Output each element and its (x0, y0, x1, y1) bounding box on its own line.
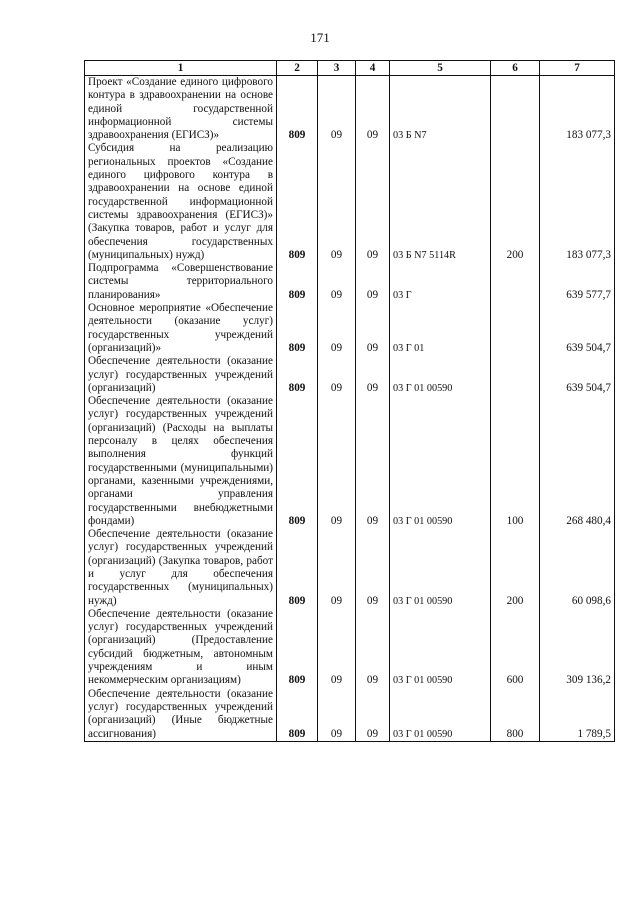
cell-expense-type (491, 302, 540, 355)
cell-ministry-code: 809 (277, 355, 318, 395)
page-number: 171 (310, 30, 330, 45)
cell-amount: 639 577,7 (540, 262, 615, 302)
cell-section: 09 (318, 262, 356, 302)
cell-ministry-code: 809 (277, 76, 318, 143)
cell-subsection: 09 (356, 302, 390, 355)
cell-subsection: 09 (356, 688, 390, 742)
table-row (85, 76, 615, 143)
cell-target-code: 03 Г 01 00590 (390, 395, 491, 528)
cell-subsection: 09 (356, 528, 390, 608)
cell-section: 09 (318, 528, 356, 608)
column-header: 4 (356, 61, 390, 76)
cell-section: 09 (318, 608, 356, 688)
row-name: Подпрограмма «Совершенствование системы территориального планирования» (85, 262, 277, 302)
cell-amount: 268 480,4 (540, 395, 615, 528)
budget-table (84, 60, 615, 742)
cell-amount: 1 789,5 (540, 688, 615, 742)
cell-subsection: 09 (356, 355, 390, 395)
cell-section: 09 (318, 395, 356, 528)
cell-ministry-code: 809 (277, 688, 318, 742)
cell-expense-type (491, 262, 540, 302)
cell-subsection: 09 (356, 76, 390, 143)
row-name: Обеспечение деятельности (оказание услуг) государственных учреждений (организаций) (85, 355, 277, 395)
cell-amount: 183 077,3 (540, 142, 615, 262)
table-row (85, 302, 615, 355)
row-name: Обеспечение деятельности (оказание услуг) государственных учреждений (организаций) (Закупка товаров, работ и услуг для обеспечения государственных (муниципальных) нужд) (85, 528, 277, 608)
cell-section: 09 (318, 76, 356, 143)
row-name: Основное мероприятие «Обеспечение деятельности (оказание услуг) государственных учреждений (организаций)» (85, 302, 277, 355)
cell-expense-type: 200 (491, 142, 540, 262)
cell-subsection: 09 (356, 142, 390, 262)
cell-target-code: 03 Г 01 (390, 302, 491, 355)
row-name: Обеспечение деятельности (оказание услуг) государственных учреждений (организаций) (Иные бюджетные ассигнования) (85, 688, 277, 742)
cell-target-code: 03 Г 01 00590 (390, 355, 491, 395)
cell-amount: 639 504,7 (540, 355, 615, 395)
table-row (85, 395, 615, 528)
cell-ministry-code: 809 (277, 608, 318, 688)
row-name: Обеспечение деятельности (оказание услуг) государственных учреждений (организаций) (Расходы на выплаты персоналу в целях обеспечения выполнения функций государственными (муниципальными) органами, казенными учреждениями, органами управления государственными внебюджетными фондами) (85, 395, 277, 528)
cell-amount: 60 098,6 (540, 528, 615, 608)
cell-target-code: 03 Г 01 00590 (390, 528, 491, 608)
cell-section: 09 (318, 355, 356, 395)
column-header: 7 (540, 61, 615, 76)
cell-section: 09 (318, 142, 356, 262)
cell-ministry-code: 809 (277, 302, 318, 355)
column-header: 2 (277, 61, 318, 76)
table-row (85, 528, 615, 608)
cell-ministry-code: 809 (277, 395, 318, 528)
cell-target-code: 03 Б N7 5114R (390, 142, 491, 262)
cell-section: 09 (318, 302, 356, 355)
table-row (85, 688, 615, 742)
cell-amount: 309 136,2 (540, 608, 615, 688)
column-header: 6 (491, 61, 540, 76)
cell-subsection: 09 (356, 262, 390, 302)
cell-expense-type: 200 (491, 528, 540, 608)
table-header-row (85, 61, 615, 76)
cell-ministry-code: 809 (277, 142, 318, 262)
cell-expense-type (491, 355, 540, 395)
table-row (85, 142, 615, 262)
column-header: 5 (390, 61, 491, 76)
table-row (85, 262, 615, 302)
table-row (85, 355, 615, 395)
cell-section: 09 (318, 688, 356, 742)
cell-target-code: 03 Г 01 00590 (390, 608, 491, 688)
cell-expense-type: 100 (491, 395, 540, 528)
cell-expense-type: 800 (491, 688, 540, 742)
row-name: Обеспечение деятельности (оказание услуг) государственных учреждений (организаций) (Предоставление субсидий бюджетным, автономным учреждениям и иным некоммерческим организациям) (85, 608, 277, 688)
table-row (85, 608, 615, 688)
cell-target-code: 03 Г 01 00590 (390, 688, 491, 742)
cell-ministry-code: 809 (277, 528, 318, 608)
row-name: Проект «Создание единого цифрового контура в здравоохранении на основе единой государственной информационной системы здравоохранения (ЕГИСЗ)» (85, 76, 277, 143)
cell-expense-type: 600 (491, 608, 540, 688)
row-name: Субсидия на реализацию региональных проектов «Создание единого цифрового контура в здравоохранении на основе единой государственной информационной системы здравоохранения (ЕГИСЗ)» (Закупка товаров, работ и услуг для обеспечения государственных (муниципальных) нужд) (85, 142, 277, 262)
cell-amount: 183 077,3 (540, 76, 615, 143)
column-header: 1 (85, 61, 277, 76)
cell-expense-type (491, 76, 540, 143)
cell-target-code: 03 Г (390, 262, 491, 302)
cell-subsection: 09 (356, 395, 390, 528)
cell-subsection: 09 (356, 608, 390, 688)
cell-ministry-code: 809 (277, 262, 318, 302)
column-header: 3 (318, 61, 356, 76)
cell-target-code: 03 Б N7 (390, 76, 491, 143)
cell-amount: 639 504,7 (540, 302, 615, 355)
